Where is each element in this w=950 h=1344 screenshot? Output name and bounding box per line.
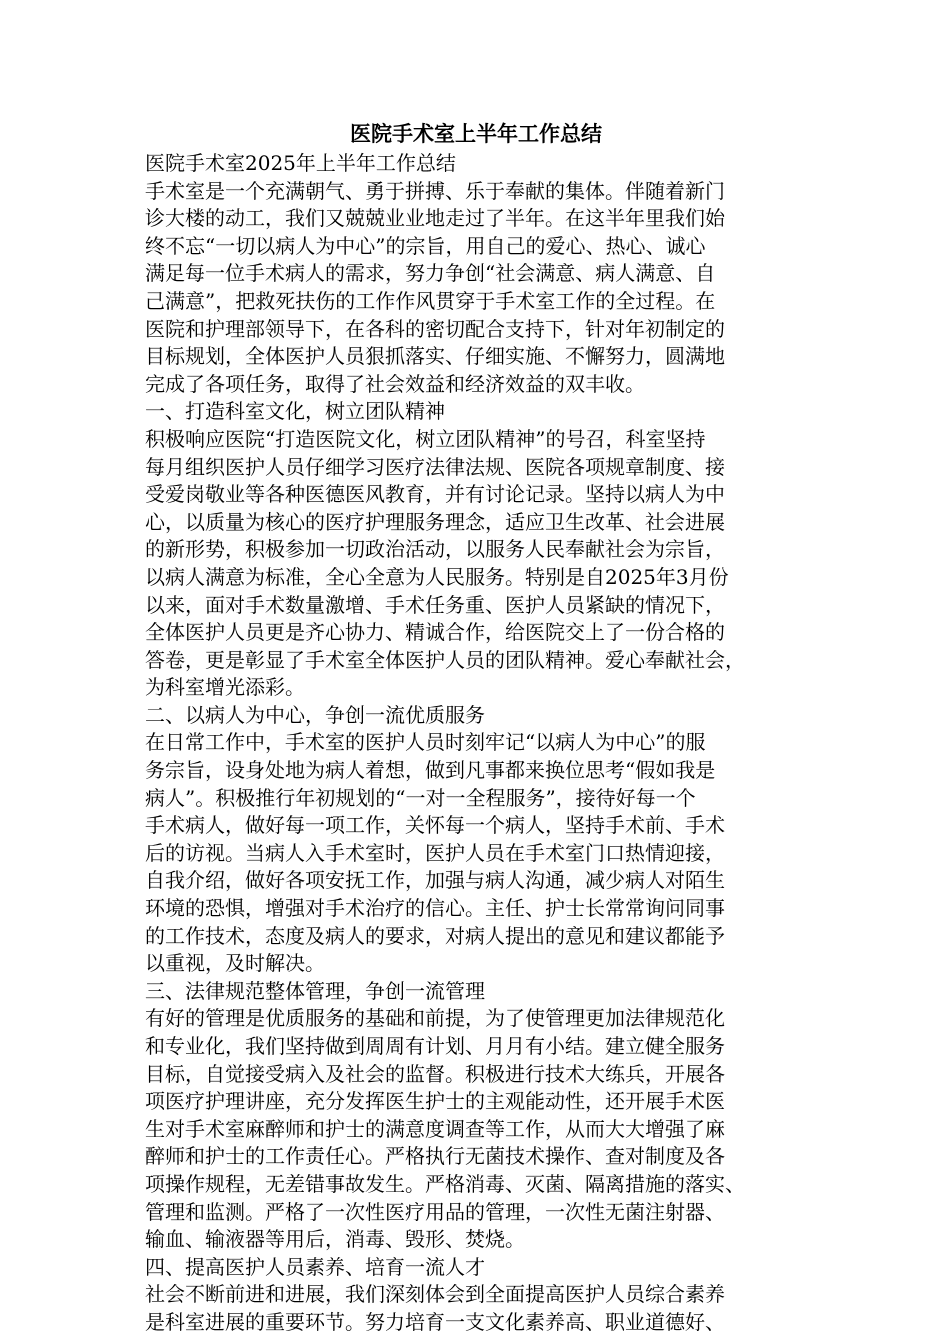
text-line: 目标，自觉接受病入及社会的监督。积极进行技术大练兵，开展各 <box>145 1061 725 1086</box>
text-line: 病人”。积极推行年初规划的“一对一全程服务”，接待好每一个 <box>145 785 696 810</box>
text-line: 的新形势，积极参加一切政治活动，以服务人民奉献社会为宗旨， <box>145 537 725 562</box>
document-subtitle: 医院手术室2025年上半年工作总结 <box>145 151 456 175</box>
text-line: 务宗旨，设身处地为病人着想，做到凡事都来换位思考“假如我是 <box>145 758 716 783</box>
text-line: 在日常工作中，手术室的医护人员时刻牢记“以病人为中心”的服 <box>145 730 706 755</box>
section-heading: 四、提高医护人员素养、培育一流人才 <box>145 1254 485 1279</box>
text-line: 受爱岗敬业等各种医德医风教育，并有讨论记录。坚持以病人为中 <box>145 482 725 507</box>
text-line: 醉师和护士的工作责任心。严格执行无菌技术操作、查对制度及各 <box>145 1144 725 1169</box>
text-line: 满足每一位手术病人的需求，努力争创“社会满意、病人满意、自 <box>145 261 716 286</box>
text-line: 终不忘“一切以病人为中心”的宗旨，用自己的爱心、热心、诚心 <box>145 233 706 258</box>
text-line: 己满意”，把救死扶伤的工作作风贯穿于手术室工作的全过程。在 <box>145 288 716 313</box>
text-line: 手术室是一个充满朝气、勇于拼搏、乐于奉献的集体。伴随着新门 <box>145 178 725 203</box>
document-page <box>145 118 807 1337</box>
text-line: 完成了各项任务，取得了社会效益和经济效益的双丰收。 <box>145 371 645 396</box>
section-2 <box>145 702 807 978</box>
text-line: 为科室增光添彩。 <box>145 675 305 700</box>
intro-paragraph <box>145 178 807 399</box>
text-line: 环境的恐惧，增强对手术治疗的信心。主任、护士长常常询问同事 <box>145 896 725 921</box>
text-line: 积极响应医院“打造医院文化，树立团队精神”的号召，科室坚持 <box>145 426 706 451</box>
section-1 <box>145 398 807 702</box>
text-line: 手术病人，做好每一项工作，关怀每一个病人，坚持手术前、手术 <box>145 813 725 838</box>
text-line: 医院和护理部领导下，在各科的密切配合支持下，针对年初制定的 <box>145 316 725 341</box>
section-heading: 一、打造科室文化，树立团队精神 <box>145 399 445 424</box>
text-line: 答卷，更是彰显了手术室全体医护人员的团队精神。爱心奉献社会， <box>145 647 745 672</box>
text-line: 项操作规程，无差错事故发生。严格消毒、灭菌、隔离措施的落实、 <box>145 1171 745 1196</box>
text-line: 自我介绍，做好各项安抚工作，加强与病人沟通，减少病人对陌生 <box>145 868 725 893</box>
section-heading: 二、以病人为中心，争创一流优质服务 <box>145 702 485 727</box>
document-title: 医院手术室上半年工作总结 <box>350 122 602 146</box>
text-line: 心，以质量为核心的医疗护理服务理念，适应卫生改革、社会进展 <box>145 509 725 534</box>
section-4 <box>145 1254 807 1337</box>
text-line: 社会不断前进和进展，我们深刻体会到全面提高医护人员综合素养 <box>145 1282 725 1307</box>
text-line: 管理和监测。严格了一次性医疗用品的管理，一次性无菌注射器、 <box>145 1199 725 1224</box>
text-line: 诊大楼的动工，我们又兢兢业业地走过了半年。在这半年里我们始 <box>145 206 725 231</box>
text-line: 和专业化，我们坚持做到周周有计划、月月有小结。建立健全服务 <box>145 1034 725 1058</box>
text-line: 以来，面对手术数量激增、手术任务重、医护人员紧缺的情况下， <box>145 592 725 617</box>
text-line: 以重视，及时解决。 <box>145 951 325 976</box>
text-line: 有好的管理是优质服务的基础和前提，为了使管理更加法律规范化 <box>145 1006 725 1031</box>
text-line: 目标规划，全体医护人员狠抓落实、仔细实施、不懈努力，圆满地 <box>145 344 725 369</box>
section-3 <box>145 978 807 1254</box>
text-line: 以病人满意为标准，全心全意为人民服务。特别是自2025年3月份 <box>145 564 729 589</box>
text-line: 是科室进展的重要环节。努力培育一支文化素养高、职业道德好、 <box>145 1309 725 1334</box>
text-line: 输血、输液器等用后，消毒、毁形、焚烧。 <box>145 1227 525 1252</box>
text-line: 生对手术室麻醉师和护士的满意度调查等工作，从而大大增强了麻 <box>145 1116 725 1141</box>
text-line: 全体医护人员更是齐心协力、精诚合作，给医院交上了一份合格的 <box>145 620 725 645</box>
text-line: 后的访视。当病人入手术室时，医护人员在手术室门口热情迎接， <box>145 840 725 865</box>
text-line: 项医疗护理讲座，充分发挥医生护士的主观能动性，还开展手术医 <box>145 1089 725 1114</box>
text-line: 的工作技术，态度及病人的要求，对病人提出的意见和建议都能予 <box>145 923 725 948</box>
section-heading: 三、法律规范整体管理，争创一流管理 <box>145 978 485 1003</box>
text-line: 每月组织医护人员仔细学习医疗法律法规、医院各项规章制度、接 <box>145 454 725 479</box>
